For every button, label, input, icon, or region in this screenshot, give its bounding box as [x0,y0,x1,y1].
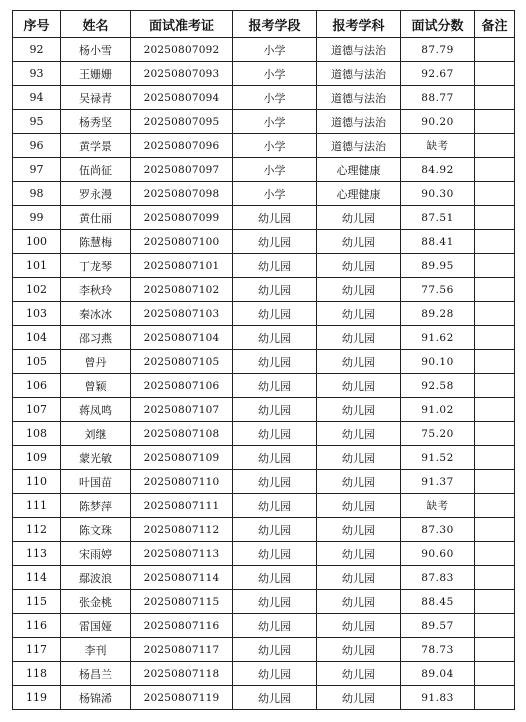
remark-cell [475,230,515,254]
table-row [13,182,515,206]
name-cell: 杨锦浠 [61,686,131,710]
stage-cell: 幼儿园 [233,302,317,326]
stage-cell: 幼儿园 [233,662,317,686]
score-sheet [12,10,514,710]
table-row [13,566,515,590]
exam-id-cell: 20250807101 [131,254,233,278]
name-cell: 张金桃 [61,590,131,614]
exam-id-cell: 20250807099 [131,206,233,230]
table-row [13,662,515,686]
table-row [13,158,515,182]
exam-id-cell: 20250807105 [131,350,233,374]
subject-cell: 幼儿园 [317,302,401,326]
subject-cell: 道德与法治 [317,134,401,158]
name-cell: 李秋玲 [61,278,131,302]
seq-cell: 92 [13,38,61,62]
subject-cell: 幼儿园 [317,230,401,254]
remark-cell [475,542,515,566]
score-cell: 87.79 [401,38,475,62]
subject-cell: 幼儿园 [317,350,401,374]
table-row [13,254,515,278]
exam-id-cell: 20250807103 [131,302,233,326]
seq-cell: 105 [13,350,61,374]
seq-cell: 111 [13,494,61,518]
exam-id-cell: 20250807114 [131,566,233,590]
table-row [13,302,515,326]
stage-cell: 幼儿园 [233,206,317,230]
seq-cell: 97 [13,158,61,182]
remark-cell [475,374,515,398]
seq-cell: 116 [13,614,61,638]
exam-id-cell: 20250807102 [131,278,233,302]
seq-cell: 113 [13,542,61,566]
table-row [13,542,515,566]
exam-id-cell: 20250807117 [131,638,233,662]
subject-cell: 幼儿园 [317,590,401,614]
name-cell: 王姗姗 [61,62,131,86]
score-cell: 75.20 [401,422,475,446]
exam-id-cell: 20250807106 [131,374,233,398]
seq-cell: 119 [13,686,61,710]
name-cell: 伍尚征 [61,158,131,182]
exam-id-cell: 20250807108 [131,422,233,446]
remark-cell [475,110,515,134]
exam-id-cell: 20250807107 [131,398,233,422]
header-name: 姓名 [61,11,131,38]
remark-cell [475,38,515,62]
header-subject: 报考学科 [317,11,401,38]
remark-cell [475,518,515,542]
table-row [13,230,515,254]
remark-cell [475,638,515,662]
stage-cell: 幼儿园 [233,326,317,350]
exam-id-cell: 20250807110 [131,470,233,494]
exam-id-cell: 20250807104 [131,326,233,350]
name-cell: 雷国娅 [61,614,131,638]
subject-cell: 道德与法治 [317,38,401,62]
name-cell: 罗永漫 [61,182,131,206]
exam-id-cell: 20250807113 [131,542,233,566]
table-row [13,38,515,62]
stage-cell: 幼儿园 [233,590,317,614]
score-cell: 缺考 [401,494,475,518]
table-row [13,62,515,86]
subject-cell: 幼儿园 [317,374,401,398]
score-cell: 90.10 [401,350,475,374]
name-cell: 李刊 [61,638,131,662]
subject-cell: 幼儿园 [317,686,401,710]
name-cell: 刘继 [61,422,131,446]
stage-cell: 幼儿园 [233,686,317,710]
score-cell: 88.45 [401,590,475,614]
subject-cell: 幼儿园 [317,518,401,542]
table-row [13,638,515,662]
name-cell: 邵习燕 [61,326,131,350]
subject-cell: 幼儿园 [317,566,401,590]
subject-cell: 幼儿园 [317,542,401,566]
stage-cell: 幼儿园 [233,278,317,302]
stage-cell: 小学 [233,38,317,62]
score-cell: 89.28 [401,302,475,326]
score-cell: 89.04 [401,662,475,686]
subject-cell: 道德与法治 [317,110,401,134]
seq-cell: 110 [13,470,61,494]
score-cell: 91.37 [401,470,475,494]
score-cell: 88.77 [401,86,475,110]
subject-cell: 幼儿园 [317,494,401,518]
table-header [13,11,515,38]
score-cell: 90.30 [401,182,475,206]
stage-cell: 幼儿园 [233,470,317,494]
exam-id-cell: 20250807100 [131,230,233,254]
header-seq: 序号 [13,11,61,38]
remark-cell [475,614,515,638]
name-cell: 宋雨婷 [61,542,131,566]
name-cell: 曾丹 [61,350,131,374]
remark-cell [475,350,515,374]
exam-id-cell: 20250807112 [131,518,233,542]
stage-cell: 幼儿园 [233,542,317,566]
remark-cell [475,134,515,158]
name-cell: 陈文珠 [61,518,131,542]
remark-cell [475,278,515,302]
table-row [13,110,515,134]
seq-cell: 95 [13,110,61,134]
score-cell: 77.56 [401,278,475,302]
subject-cell: 幼儿园 [317,278,401,302]
exam-id-cell: 20250807109 [131,446,233,470]
score-cell: 92.58 [401,374,475,398]
table-row [13,686,515,710]
subject-cell: 心理健康 [317,182,401,206]
seq-cell: 93 [13,62,61,86]
stage-cell: 小学 [233,158,317,182]
seq-cell: 99 [13,206,61,230]
remark-cell [475,86,515,110]
subject-cell: 幼儿园 [317,422,401,446]
name-cell: 杨昌兰 [61,662,131,686]
table-row [13,326,515,350]
header-score: 面试分数 [401,11,475,38]
seq-cell: 100 [13,230,61,254]
seq-cell: 109 [13,446,61,470]
exam-id-cell: 20250807119 [131,686,233,710]
remark-cell [475,422,515,446]
name-cell: 丁龙琴 [61,254,131,278]
table-row [13,206,515,230]
header-row [13,11,515,38]
score-cell: 78.73 [401,638,475,662]
name-cell: 黄仕丽 [61,206,131,230]
remark-cell [475,158,515,182]
subject-cell: 幼儿园 [317,470,401,494]
stage-cell: 幼儿园 [233,518,317,542]
exam-id-cell: 20250807095 [131,110,233,134]
seq-cell: 102 [13,278,61,302]
name-cell: 蒋凤鸣 [61,398,131,422]
table-row [13,590,515,614]
table-row [13,494,515,518]
score-cell: 84.92 [401,158,475,182]
table-row [13,278,515,302]
subject-cell: 心理健康 [317,158,401,182]
stage-cell: 小学 [233,86,317,110]
table-row [13,446,515,470]
score-cell: 91.62 [401,326,475,350]
remark-cell [475,494,515,518]
stage-cell: 幼儿园 [233,374,317,398]
subject-cell: 幼儿园 [317,662,401,686]
score-cell: 91.83 [401,686,475,710]
stage-cell: 小学 [233,182,317,206]
subject-cell: 幼儿园 [317,446,401,470]
name-cell: 蒙光敏 [61,446,131,470]
stage-cell: 幼儿园 [233,398,317,422]
table-body [13,38,515,710]
stage-cell: 小学 [233,62,317,86]
score-cell: 92.67 [401,62,475,86]
remark-cell [475,398,515,422]
table-row [13,470,515,494]
name-cell: 杨秀坚 [61,110,131,134]
remark-cell [475,470,515,494]
name-cell: 叶国苗 [61,470,131,494]
name-cell: 吴禄青 [61,86,131,110]
score-cell: 缺考 [401,134,475,158]
subject-cell: 幼儿园 [317,254,401,278]
interview-score-table [12,10,515,710]
remark-cell [475,206,515,230]
score-cell: 90.60 [401,542,475,566]
remark-cell [475,326,515,350]
name-cell: 黄学景 [61,134,131,158]
stage-cell: 幼儿园 [233,230,317,254]
remark-cell [475,254,515,278]
score-cell: 89.57 [401,614,475,638]
exam-id-cell: 20250807096 [131,134,233,158]
exam-id-cell: 20250807116 [131,614,233,638]
name-cell: 鄢波浪 [61,566,131,590]
seq-cell: 98 [13,182,61,206]
stage-cell: 小学 [233,110,317,134]
name-cell: 曾颖 [61,374,131,398]
seq-cell: 107 [13,398,61,422]
score-cell: 87.51 [401,206,475,230]
exam-id-cell: 20250807097 [131,158,233,182]
remark-cell [475,302,515,326]
name-cell: 秦冰冰 [61,302,131,326]
name-cell: 杨小雪 [61,38,131,62]
score-cell: 87.30 [401,518,475,542]
seq-cell: 106 [13,374,61,398]
seq-cell: 108 [13,422,61,446]
exam-id-cell: 20250807094 [131,86,233,110]
header-exam-id: 面试准考证 [131,11,233,38]
stage-cell: 幼儿园 [233,422,317,446]
table-row [13,350,515,374]
name-cell: 陈梦萍 [61,494,131,518]
stage-cell: 幼儿园 [233,614,317,638]
score-cell: 91.02 [401,398,475,422]
table-row [13,614,515,638]
header-remark: 备注 [475,11,515,38]
score-cell: 89.95 [401,254,475,278]
table-row [13,86,515,110]
seq-cell: 118 [13,662,61,686]
remark-cell [475,686,515,710]
remark-cell [475,182,515,206]
subject-cell: 幼儿园 [317,398,401,422]
stage-cell: 幼儿园 [233,254,317,278]
subject-cell: 道德与法治 [317,62,401,86]
exam-id-cell: 20250807118 [131,662,233,686]
seq-cell: 115 [13,590,61,614]
remark-cell [475,662,515,686]
table-row [13,422,515,446]
seq-cell: 94 [13,86,61,110]
remark-cell [475,590,515,614]
seq-cell: 104 [13,326,61,350]
subject-cell: 幼儿园 [317,326,401,350]
subject-cell: 道德与法治 [317,86,401,110]
table-row [13,134,515,158]
exam-id-cell: 20250807092 [131,38,233,62]
stage-cell: 幼儿园 [233,638,317,662]
subject-cell: 幼儿园 [317,638,401,662]
exam-id-cell: 20250807098 [131,182,233,206]
seq-cell: 96 [13,134,61,158]
remark-cell [475,62,515,86]
stage-cell: 幼儿园 [233,350,317,374]
remark-cell [475,566,515,590]
seq-cell: 117 [13,638,61,662]
seq-cell: 112 [13,518,61,542]
stage-cell: 幼儿园 [233,446,317,470]
score-cell: 90.20 [401,110,475,134]
stage-cell: 小学 [233,134,317,158]
score-cell: 91.52 [401,446,475,470]
seq-cell: 114 [13,566,61,590]
score-cell: 88.41 [401,230,475,254]
table-row [13,398,515,422]
name-cell: 陈慧梅 [61,230,131,254]
seq-cell: 101 [13,254,61,278]
table-row [13,518,515,542]
table-row [13,374,515,398]
header-stage: 报考学段 [233,11,317,38]
score-cell: 87.83 [401,566,475,590]
remark-cell [475,446,515,470]
subject-cell: 幼儿园 [317,206,401,230]
seq-cell: 103 [13,302,61,326]
exam-id-cell: 20250807115 [131,590,233,614]
exam-id-cell: 20250807111 [131,494,233,518]
stage-cell: 幼儿园 [233,566,317,590]
subject-cell: 幼儿园 [317,614,401,638]
stage-cell: 幼儿园 [233,494,317,518]
exam-id-cell: 20250807093 [131,62,233,86]
